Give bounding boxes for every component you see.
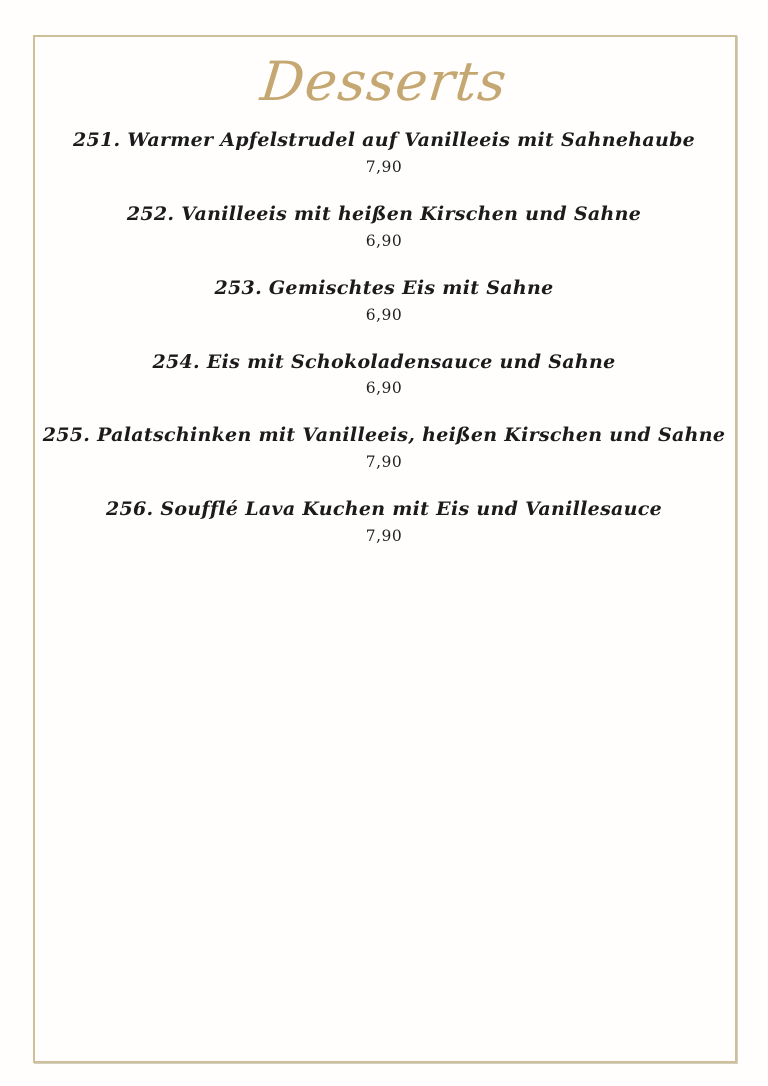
menu-item-label: 255. Palatschinken mit Vanilleeis, heißen Kirschen und Sahne [42,424,726,447]
menu-item [40,129,728,176]
menu-item-price: 6,90 [365,305,403,324]
menu-item-label: 252. Vanilleeis mit heißen Kirschen und Sahne [126,203,642,226]
menu-item [40,424,728,471]
menu-item-price: 6,90 [365,231,403,250]
menu-item-label: 253. Gemischtes Eis mit Sahne [214,276,554,299]
menu-item-price: 7,90 [365,453,403,472]
page-title: Desserts [257,50,511,113]
menu-item-label: 256. Soufflé Lava Kuchen mit Eis und Vanillesauce [105,498,663,521]
menu-item-price: 7,90 [365,158,403,177]
menu-list [0,129,768,545]
menu-item [40,277,728,324]
menu-item-label: 251. Warmer Apfelstrudel auf Vanilleeis mit Sahnehaube [72,129,696,152]
menu-item [40,498,728,545]
menu-item-label: 254. Eis mit Schokoladensauce und Sahne [152,350,616,373]
menu-item-price: 7,90 [365,526,403,545]
menu-item [40,351,728,398]
menu-item [40,203,728,250]
menu-item-price: 6,90 [365,379,403,398]
